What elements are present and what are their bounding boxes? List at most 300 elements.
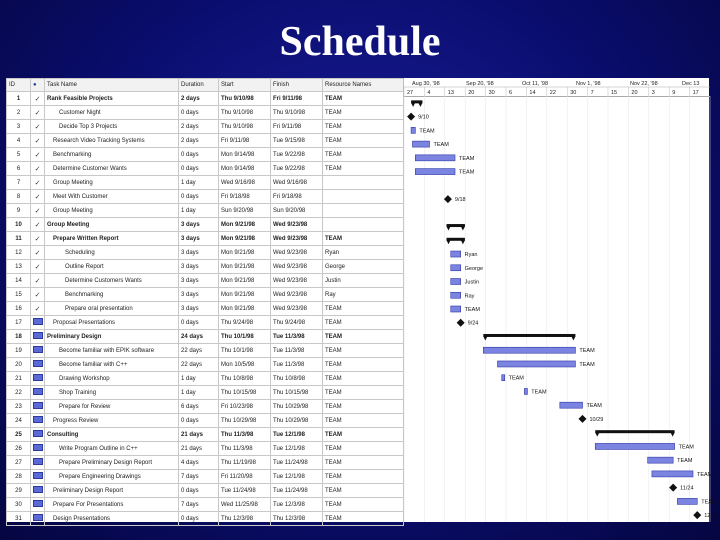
task-id-cell[interactable] (7, 120, 31, 134)
task-start-cell[interactable] (219, 344, 271, 358)
task-name-cell[interactable] (45, 190, 179, 204)
task-id-cell[interactable] (7, 218, 31, 232)
task-name-text: Preliminary Design Report (53, 487, 124, 494)
task-bar[interactable] (524, 388, 527, 394)
task-name-text: Determine Customer Wants (53, 165, 127, 172)
table-row[interactable] (7, 414, 404, 428)
task-duration-cell[interactable] (179, 498, 219, 512)
task-finish-cell[interactable] (271, 92, 323, 106)
task-info-cell (31, 260, 45, 274)
task-info-cell (31, 246, 45, 260)
task-id-text: 20 (15, 361, 22, 368)
task-bar[interactable] (411, 127, 415, 133)
task-resource-cell[interactable] (323, 176, 404, 190)
task-bar[interactable] (560, 402, 583, 408)
task-start-cell[interactable] (219, 414, 271, 428)
task-start-cell[interactable] (219, 92, 271, 106)
table-row[interactable] (7, 218, 404, 232)
task-finish-cell[interactable] (271, 120, 323, 134)
task-name-cell[interactable] (45, 288, 179, 302)
task-resource-cell[interactable] (323, 372, 404, 386)
task-resource-cell[interactable] (323, 344, 404, 358)
task-finish-cell[interactable] (271, 218, 323, 232)
task-id-cell[interactable] (7, 344, 31, 358)
task-finish-cell[interactable] (271, 428, 323, 442)
task-bar[interactable] (483, 347, 575, 353)
table-row[interactable] (7, 358, 404, 372)
task-bar[interactable] (595, 443, 674, 449)
task-finish-cell[interactable] (271, 162, 323, 176)
task-id-cell[interactable] (7, 232, 31, 246)
task-duration-cell[interactable] (179, 176, 219, 190)
task-finish-cell[interactable] (271, 344, 323, 358)
task-duration-cell[interactable] (179, 386, 219, 400)
task-duration-cell[interactable] (179, 302, 219, 316)
gantt-bar-label: TEAM (464, 307, 480, 313)
col-header-finish[interactable]: Finish (271, 79, 323, 92)
task-finish-cell[interactable] (271, 204, 323, 218)
task-duration-text: 0 days (181, 487, 199, 494)
task-start-cell[interactable] (219, 330, 271, 344)
task-finish-cell[interactable] (271, 498, 323, 512)
task-duration-cell[interactable] (179, 400, 219, 414)
task-info-cell (31, 386, 45, 400)
task-duration-cell[interactable] (179, 120, 219, 134)
task-rows (7, 92, 404, 526)
table-row[interactable] (7, 428, 404, 442)
task-resource-text: TEAM (325, 515, 342, 522)
timescale-svg (404, 78, 710, 96)
table-row[interactable] (7, 134, 404, 148)
task-resource-cell[interactable] (323, 484, 404, 498)
task-id-cell[interactable] (7, 246, 31, 260)
table-row[interactable] (7, 274, 404, 288)
task-info-cell (31, 470, 45, 484)
table-row[interactable] (7, 316, 404, 330)
task-duration-cell[interactable] (179, 288, 219, 302)
task-name-cell[interactable] (45, 176, 179, 190)
task-name-cell[interactable] (45, 120, 179, 134)
task-bar[interactable] (648, 457, 674, 463)
task-start-cell[interactable] (219, 442, 271, 456)
task-bar[interactable] (677, 498, 697, 504)
task-duration-text: 21 days (181, 431, 204, 438)
milestone-diamond[interactable] (444, 195, 452, 203)
task-resource-cell[interactable] (323, 246, 404, 260)
task-id-cell[interactable] (7, 176, 31, 190)
task-resource-text: TEAM (325, 109, 342, 116)
task-id-cell[interactable] (7, 330, 31, 344)
task-start-cell[interactable] (219, 246, 271, 260)
task-name-cell[interactable] (45, 372, 179, 386)
task-start-cell[interactable] (219, 204, 271, 218)
task-id-cell[interactable] (7, 302, 31, 316)
task-duration-cell[interactable] (179, 260, 219, 274)
task-finish-cell[interactable] (271, 134, 323, 148)
task-start-cell[interactable] (219, 288, 271, 302)
task-name-cell[interactable] (45, 512, 179, 526)
task-id-text: 17 (15, 319, 22, 326)
note-icon (33, 430, 43, 437)
col-header-id[interactable]: ID (7, 79, 31, 92)
table-row[interactable] (7, 120, 404, 134)
task-start-cell[interactable] (219, 400, 271, 414)
task-finish-cell[interactable] (271, 288, 323, 302)
task-id-cell[interactable] (7, 190, 31, 204)
table-row[interactable] (7, 92, 404, 106)
col-header-task-name[interactable]: Task Name (45, 79, 179, 92)
task-resource-cell[interactable] (323, 148, 404, 162)
table-row[interactable] (7, 400, 404, 414)
task-name-cell[interactable] (45, 134, 179, 148)
task-id-text: 23 (15, 403, 22, 410)
task-finish-cell[interactable] (271, 148, 323, 162)
task-name-text: Determine Customers Wants (65, 277, 142, 284)
task-bar[interactable] (451, 265, 461, 271)
gantt-chart (403, 78, 717, 522)
task-finish-cell[interactable] (271, 274, 323, 288)
task-name-cell[interactable] (45, 386, 179, 400)
task-name-cell[interactable] (45, 470, 179, 484)
task-id-cell[interactable] (7, 470, 31, 484)
task-finish-cell[interactable] (271, 414, 323, 428)
task-start-cell[interactable] (219, 148, 271, 162)
task-id-cell[interactable] (7, 386, 31, 400)
task-start-cell[interactable] (219, 512, 271, 526)
task-finish-text: Tue 12/1/98 (273, 445, 305, 452)
task-name-cell[interactable] (45, 358, 179, 372)
task-name-cell[interactable] (45, 204, 179, 218)
task-finish-cell[interactable] (271, 372, 323, 386)
task-duration-cell[interactable] (179, 470, 219, 484)
table-row[interactable] (7, 456, 404, 470)
task-start-text: Wed 11/25/98 (221, 501, 258, 508)
task-id-text: 15 (15, 291, 22, 298)
task-name-cell[interactable] (45, 274, 179, 288)
task-id-cell[interactable] (7, 442, 31, 456)
task-duration-cell[interactable] (179, 358, 219, 372)
task-duration-cell[interactable] (179, 414, 219, 428)
milestone-diamond[interactable] (457, 319, 465, 327)
table-row[interactable] (7, 498, 404, 512)
task-name-cell[interactable] (45, 344, 179, 358)
task-id-cell[interactable] (7, 134, 31, 148)
task-finish-cell[interactable] (271, 400, 323, 414)
task-name-cell[interactable] (45, 106, 179, 120)
task-duration-text: 1 day (181, 389, 196, 396)
task-duration-cell[interactable] (179, 190, 219, 204)
task-bar[interactable] (652, 471, 693, 477)
task-resource-cell[interactable] (323, 470, 404, 484)
task-duration-cell[interactable] (179, 218, 219, 232)
task-duration-cell[interactable] (179, 106, 219, 120)
col-header-info-icon[interactable]: ● (31, 79, 45, 92)
task-resource-cell[interactable] (323, 302, 404, 316)
task-duration-cell[interactable] (179, 232, 219, 246)
task-info-cell (31, 120, 45, 134)
task-resource-cell[interactable] (323, 428, 404, 442)
task-duration-cell[interactable] (179, 372, 219, 386)
task-id-cell[interactable] (7, 414, 31, 428)
task-resource-text: TEAM (325, 487, 342, 494)
task-resource-text: Ryan (325, 249, 340, 256)
task-start-cell[interactable] (219, 218, 271, 232)
task-id-cell[interactable] (7, 484, 31, 498)
task-id-cell[interactable] (7, 512, 31, 526)
task-duration-cell[interactable] (179, 92, 219, 106)
task-start-text: Thu 10/15/98 (221, 389, 257, 396)
task-duration-cell[interactable] (179, 442, 219, 456)
task-finish-cell[interactable] (271, 232, 323, 246)
task-duration-cell[interactable] (179, 316, 219, 330)
task-start-text: Mon 9/21/98 (221, 249, 255, 256)
task-resource-cell[interactable] (323, 414, 404, 428)
task-duration-cell[interactable] (179, 344, 219, 358)
task-resource-cell[interactable] (323, 92, 404, 106)
task-finish-cell[interactable] (271, 358, 323, 372)
task-name-cell[interactable] (45, 246, 179, 260)
task-id-cell[interactable] (7, 106, 31, 120)
task-name-cell[interactable] (45, 414, 179, 428)
task-name-cell[interactable] (45, 484, 179, 498)
table-row[interactable] (7, 372, 404, 386)
task-name-cell[interactable] (45, 162, 179, 176)
task-name-cell[interactable] (45, 302, 179, 316)
task-finish-text: Fri 9/18/98 (273, 193, 302, 200)
table-row[interactable] (7, 232, 404, 246)
task-resource-cell[interactable] (323, 498, 404, 512)
milestone-diamond[interactable] (693, 511, 701, 519)
task-start-cell[interactable] (219, 470, 271, 484)
task-duration-text: 4 days (181, 459, 199, 466)
task-resource-cell[interactable] (323, 218, 404, 232)
task-name-cell[interactable] (45, 400, 179, 414)
task-resource-cell[interactable] (323, 274, 404, 288)
task-resource-cell[interactable] (323, 442, 404, 456)
task-id-cell[interactable] (7, 400, 31, 414)
task-bar[interactable] (415, 155, 455, 161)
task-resource-cell[interactable] (323, 232, 404, 246)
task-name-cell[interactable] (45, 218, 179, 232)
task-finish-cell[interactable] (271, 302, 323, 316)
task-resource-cell[interactable] (323, 260, 404, 274)
summary-end-cap (571, 336, 575, 340)
table-row[interactable] (7, 260, 404, 274)
task-duration-cell[interactable] (179, 428, 219, 442)
table-row[interactable] (7, 386, 404, 400)
task-duration-cell[interactable] (179, 484, 219, 498)
task-bar[interactable] (451, 279, 461, 285)
task-finish-cell[interactable] (271, 442, 323, 456)
task-name-text: Become familiar with EPIK software (59, 347, 155, 354)
task-id-text: 25 (15, 431, 22, 438)
gantt-bar-label: 12/3 (704, 513, 715, 520)
task-id-cell[interactable] (7, 260, 31, 274)
table-row[interactable] (7, 470, 404, 484)
task-name-cell[interactable] (45, 330, 179, 344)
task-resource-cell[interactable] (323, 162, 404, 176)
task-id-cell[interactable] (7, 358, 31, 372)
task-bar[interactable] (498, 361, 576, 367)
task-start-cell[interactable] (219, 484, 271, 498)
task-start-cell[interactable] (219, 428, 271, 442)
task-id-text: 29 (15, 487, 22, 494)
task-start-cell[interactable] (219, 316, 271, 330)
col-header-resource[interactable]: Resource Names (323, 79, 404, 92)
task-start-cell[interactable] (219, 456, 271, 470)
task-finish-cell[interactable] (271, 106, 323, 120)
task-finish-cell[interactable] (271, 386, 323, 400)
task-bar[interactable] (451, 306, 461, 312)
task-name-cell[interactable] (45, 260, 179, 274)
summary-bar[interactable] (483, 334, 575, 337)
task-name-cell[interactable] (45, 456, 179, 470)
timescale-day-label: 3 (651, 90, 655, 96)
completed-check-icon: ✓ (34, 291, 41, 299)
table-row[interactable] (7, 344, 404, 358)
task-start-cell[interactable] (219, 372, 271, 386)
task-name-cell[interactable] (45, 148, 179, 162)
task-resource-cell[interactable] (323, 204, 404, 218)
table-row[interactable] (7, 330, 404, 344)
task-resource-cell[interactable] (323, 120, 404, 134)
table-row[interactable] (7, 176, 404, 190)
task-info-cell (31, 358, 45, 372)
task-id-cell[interactable] (7, 162, 31, 176)
task-finish-cell[interactable] (271, 176, 323, 190)
table-row[interactable] (7, 204, 404, 218)
task-resource-cell[interactable] (323, 134, 404, 148)
task-bar[interactable] (502, 375, 505, 381)
task-finish-cell[interactable] (271, 512, 323, 526)
task-resource-cell[interactable] (323, 190, 404, 204)
task-finish-cell[interactable] (271, 316, 323, 330)
table-row[interactable] (7, 106, 404, 120)
task-id-cell[interactable] (7, 92, 31, 106)
task-id-cell[interactable] (7, 372, 31, 386)
task-start-cell[interactable] (219, 190, 271, 204)
task-name-cell[interactable] (45, 316, 179, 330)
task-duration-cell[interactable] (179, 512, 219, 526)
task-id-cell[interactable] (7, 204, 31, 218)
completed-check-icon: ✓ (34, 165, 41, 173)
task-name-cell[interactable] (45, 428, 179, 442)
task-finish-cell[interactable] (271, 484, 323, 498)
task-resource-cell[interactable] (323, 106, 404, 120)
table-row[interactable] (7, 246, 404, 260)
task-bar[interactable] (413, 141, 430, 147)
task-id-cell[interactable] (7, 288, 31, 302)
task-resource-cell[interactable] (323, 358, 404, 372)
task-id-cell[interactable] (7, 274, 31, 288)
task-name-text: Customer Night (59, 109, 101, 116)
task-start-cell[interactable] (219, 162, 271, 176)
task-finish-cell[interactable] (271, 260, 323, 274)
task-start-cell[interactable] (219, 134, 271, 148)
task-start-cell[interactable] (219, 386, 271, 400)
task-id-cell[interactable] (7, 428, 31, 442)
task-duration-cell[interactable] (179, 246, 219, 260)
task-name-cell[interactable] (45, 442, 179, 456)
table-row[interactable] (7, 484, 404, 498)
task-duration-cell[interactable] (179, 274, 219, 288)
task-finish-cell[interactable] (271, 456, 323, 470)
task-duration-cell[interactable] (179, 204, 219, 218)
table-row[interactable] (7, 288, 404, 302)
summary-bar[interactable] (595, 430, 674, 433)
task-resource-cell[interactable] (323, 512, 404, 526)
table-row[interactable] (7, 148, 404, 162)
task-duration-cell[interactable] (179, 456, 219, 470)
task-duration-text: 7 days (181, 473, 199, 480)
table-row[interactable] (7, 512, 404, 526)
task-duration-cell[interactable] (179, 330, 219, 344)
table-row[interactable] (7, 162, 404, 176)
task-resource-cell[interactable] (323, 456, 404, 470)
task-start-cell[interactable] (219, 106, 271, 120)
task-name-cell[interactable] (45, 498, 179, 512)
milestone-diamond[interactable] (579, 415, 587, 423)
task-start-cell[interactable] (219, 498, 271, 512)
task-id-cell[interactable] (7, 148, 31, 162)
table-row[interactable] (7, 442, 404, 456)
summary-start-cap (447, 227, 451, 231)
col-header-duration[interactable]: Duration (179, 79, 219, 92)
task-finish-cell[interactable] (271, 190, 323, 204)
task-bar[interactable] (415, 169, 455, 175)
milestone-diamond[interactable] (669, 484, 677, 492)
task-start-cell[interactable] (219, 302, 271, 316)
task-start-cell[interactable] (219, 260, 271, 274)
task-duration-cell[interactable] (179, 134, 219, 148)
task-id-cell[interactable] (7, 456, 31, 470)
task-id-cell[interactable] (7, 498, 31, 512)
task-start-cell[interactable] (219, 120, 271, 134)
task-resource-cell[interactable] (323, 330, 404, 344)
task-duration-cell[interactable] (179, 148, 219, 162)
task-start-cell[interactable] (219, 232, 271, 246)
task-name-cell[interactable] (45, 232, 179, 246)
milestone-diamond[interactable] (407, 113, 415, 121)
gantt-bar-label: 11/24 (680, 485, 694, 492)
task-bar[interactable] (451, 292, 461, 298)
task-start-cell[interactable] (219, 176, 271, 190)
task-finish-cell[interactable] (271, 470, 323, 484)
table-row[interactable] (7, 302, 404, 316)
task-start-text: Mon 9/14/98 (221, 151, 255, 158)
task-resource-cell[interactable] (323, 288, 404, 302)
task-start-cell[interactable] (219, 358, 271, 372)
col-header-start[interactable]: Start (219, 79, 271, 92)
task-bar[interactable] (451, 251, 461, 257)
task-info-cell (31, 400, 45, 414)
task-resource-cell[interactable] (323, 400, 404, 414)
task-name-cell[interactable] (45, 92, 179, 106)
task-finish-text: Sun 9/20/98 (273, 207, 306, 214)
task-start-cell[interactable] (219, 274, 271, 288)
task-finish-cell[interactable] (271, 246, 323, 260)
task-duration-text: 3 days (181, 235, 200, 242)
task-id-text: 27 (15, 459, 22, 466)
task-duration-text: 0 days (181, 319, 199, 326)
task-id-cell[interactable] (7, 316, 31, 330)
task-duration-cell[interactable] (179, 162, 219, 176)
task-resource-cell[interactable] (323, 316, 404, 330)
task-finish-cell[interactable] (271, 330, 323, 344)
task-id-text: 2 (16, 109, 21, 116)
table-row[interactable] (7, 190, 404, 204)
task-resource-cell[interactable] (323, 386, 404, 400)
